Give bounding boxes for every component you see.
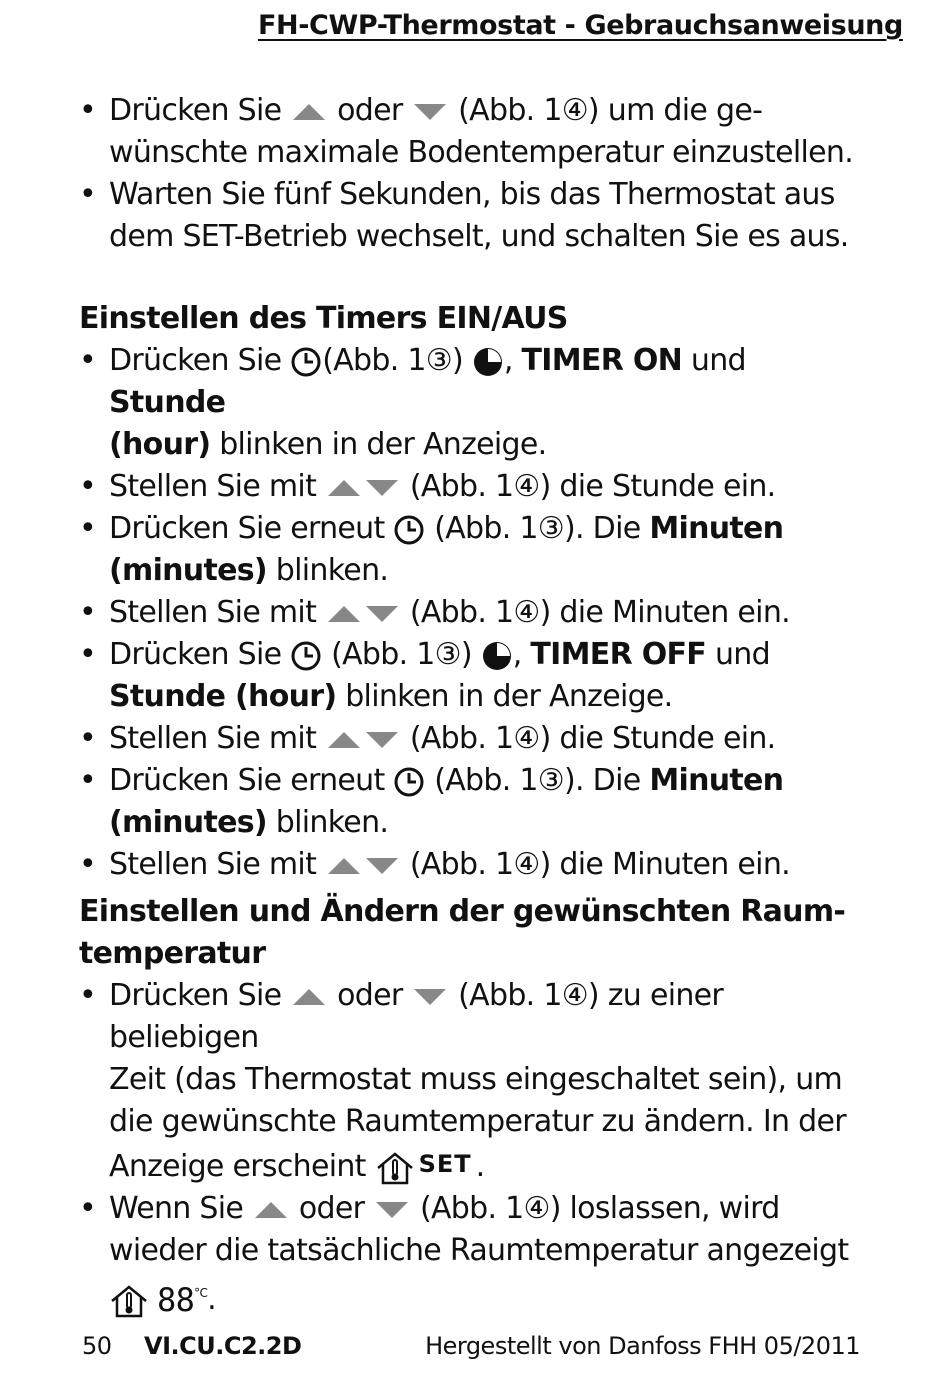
text: oder <box>337 93 403 128</box>
section-room-temp <box>79 891 869 1321</box>
set-indicator: SET <box>418 1150 472 1178</box>
clock-outline-icon <box>290 640 322 672</box>
text: . <box>475 1149 485 1184</box>
bold-text: (minutes) <box>109 805 267 840</box>
text: Anzeige erscheint <box>109 1149 366 1184</box>
heading-line: temperatur <box>79 936 266 971</box>
text: Warten Sie fünf Sekunden, bis das Thermostat aus <box>109 177 835 212</box>
text: (Abb. 1④) um die ge- <box>458 93 763 128</box>
manufacturer-note: Hergestellt von Danfoss FHH 05/2011 <box>425 1332 860 1360</box>
clock-filled-icon <box>481 640 513 672</box>
bold-text: Minuten <box>649 763 784 798</box>
text: die gewünschte Raumtemperatur zu ändern. In der <box>109 1104 846 1139</box>
triangle-up-icon <box>292 988 326 1006</box>
text: Stellen Sie mit <box>109 721 317 756</box>
text: Drücken Sie <box>109 343 282 378</box>
clock-outline-icon <box>290 346 322 378</box>
list-item: • Stellen Sie mit (Abb. 1④) die Stunde ein. <box>79 469 776 504</box>
text: blinken. <box>275 805 389 840</box>
triangle-down-icon <box>413 988 447 1006</box>
triangle-down-icon <box>375 1201 409 1219</box>
page-header: FH-CWP-Thermostat - Gebrauchsanweisung <box>258 10 903 41</box>
list-item: • Drücken Sie (Abb. 1③) , TIMER OFF und Stunde (hour) blinken in der Anzeige. <box>79 637 770 714</box>
triangle-down-icon <box>365 731 399 749</box>
text: blinken. <box>275 553 389 588</box>
clock-outline-icon <box>393 514 425 546</box>
text: Drücken Sie <box>109 93 282 128</box>
section-timer <box>79 298 869 886</box>
page-footer <box>82 1332 860 1368</box>
triangle-down-icon <box>413 103 447 121</box>
text: Drücken Sie erneut <box>109 511 385 546</box>
bold-text: (minutes) <box>109 553 267 588</box>
text: . <box>207 1282 216 1317</box>
text: (Abb. 1③). Die <box>434 763 641 798</box>
list-item: • Drücken Sie (Abb. 1③) , TIMER ON und Stunde (hour) blinken in der Anzeige. <box>79 343 746 462</box>
timer-on-label: TIMER ON <box>521 343 683 378</box>
text: wünschte maximale Bodentemperatur einzustellen. <box>109 135 854 170</box>
text: (Abb. 1④) die Stunde ein. <box>409 469 776 504</box>
text: und <box>690 343 746 378</box>
bold-text: Stunde (hour) <box>109 679 337 714</box>
text: blinken in der Anzeige. <box>345 679 673 714</box>
document-code: VI.CU.C2.2D <box>144 1332 302 1360</box>
list-item: • Drücken Sie oder (Abb. 1④) zu einer beliebigen Zeit (das Thermostat muss eingeschaltet sein), um die gewünschte Raumtemperatur zu ändern. In der Anzeige erscheint SET . <box>79 978 846 1184</box>
text: oder <box>337 978 403 1013</box>
list-item: • Drücken Sie erneut (Abb. 1③). Die Minuten (minutes) blinken. <box>79 511 784 588</box>
list-item: • Stellen Sie mit (Abb. 1④) die Stunde ein. <box>79 721 776 756</box>
timer-off-label: TIMER OFF <box>530 637 707 672</box>
house-thermometer-icon <box>375 1151 415 1185</box>
text: Zeit (das Thermostat muss eingeschaltet sein), um <box>109 1062 843 1097</box>
triangle-up-icon <box>292 103 326 121</box>
text: (Abb. 1④) loslassen, wird <box>419 1191 780 1226</box>
section-floor-temp <box>79 90 869 258</box>
text: (Abb. 1③) <box>331 637 472 672</box>
triangle-up-icon <box>327 857 361 875</box>
section-heading: Einstellen des Timers EIN/AUS <box>79 301 568 336</box>
text: Wenn Sie <box>109 1191 244 1226</box>
unit-label: °C <box>194 1286 208 1300</box>
text: Stellen Sie mit <box>109 595 317 630</box>
triangle-down-icon <box>365 605 399 623</box>
text: Drücken Sie <box>109 978 282 1013</box>
text: Stellen Sie mit <box>109 469 317 504</box>
bold-text: Minuten <box>649 511 784 546</box>
text: Drücken Sie erneut <box>109 763 385 798</box>
text: , <box>503 343 513 378</box>
page-number: 50 <box>82 1332 112 1360</box>
text: (Abb. 1③). Die <box>434 511 641 546</box>
triangle-up-icon <box>254 1201 288 1219</box>
display-digits: 88 <box>157 1281 195 1319</box>
triangle-up-icon <box>327 605 361 623</box>
text: (Abb. 1④) die Minuten ein. <box>409 595 790 630</box>
triangle-down-icon <box>365 479 399 497</box>
clock-outline-icon <box>393 766 425 798</box>
list-item: • Stellen Sie mit (Abb. 1④) die Minuten ein. <box>79 847 790 882</box>
heading-line: Einstellen und Ändern der gewünschten Raum- <box>79 894 846 929</box>
text: Stellen Sie mit <box>109 847 317 882</box>
list-item: • Drücken Sie oder (Abb. 1④) um die ge- wünschte maximale Bodentemperatur einzustellen. <box>79 93 854 170</box>
list-item: • Drücken Sie erneut (Abb. 1③). Die Minuten (minutes) blinken. <box>79 763 784 840</box>
list-item: • Wenn Sie oder (Abb. 1④) loslassen, wird wieder die tatsächliche Raumtemperatur angezeigt $88^{^\circ C}$. <box>79 1191 849 1319</box>
text: dem SET-Betrieb wechselt, und schalten Sie es aus. <box>109 219 849 254</box>
list-item: • Warten Sie fünf Sekunden, bis das Thermostat aus dem SET-Betrieb wechselt, und schalten Sie es aus. <box>79 177 849 254</box>
bold-text: (hour) <box>109 427 211 462</box>
text: (Abb. 1④) die Minuten ein. <box>409 847 790 882</box>
list-item: • Stellen Sie mit (Abb. 1④) die Minuten ein. <box>79 595 790 630</box>
text: (Abb. 1③) <box>322 343 464 378</box>
triangle-down-icon <box>365 857 399 875</box>
text: (Abb. 1④) zu einer beliebigen <box>109 978 724 1055</box>
text: , <box>512 637 522 672</box>
bold-text: Stunde <box>109 385 226 420</box>
clock-filled-icon <box>472 346 504 378</box>
house-thermometer-icon <box>109 1284 149 1318</box>
text: wieder die tatsächliche Raumtemperatur angezeigt <box>109 1233 849 1268</box>
triangle-up-icon <box>327 731 361 749</box>
section-heading <box>79 891 869 975</box>
text: und <box>714 637 770 672</box>
text: Drücken Sie <box>109 637 282 672</box>
text: (Abb. 1④) die Stunde ein. <box>409 721 776 756</box>
text: blinken in der Anzeige. <box>219 427 547 462</box>
triangle-up-icon <box>327 479 361 497</box>
text: oder <box>298 1191 365 1226</box>
